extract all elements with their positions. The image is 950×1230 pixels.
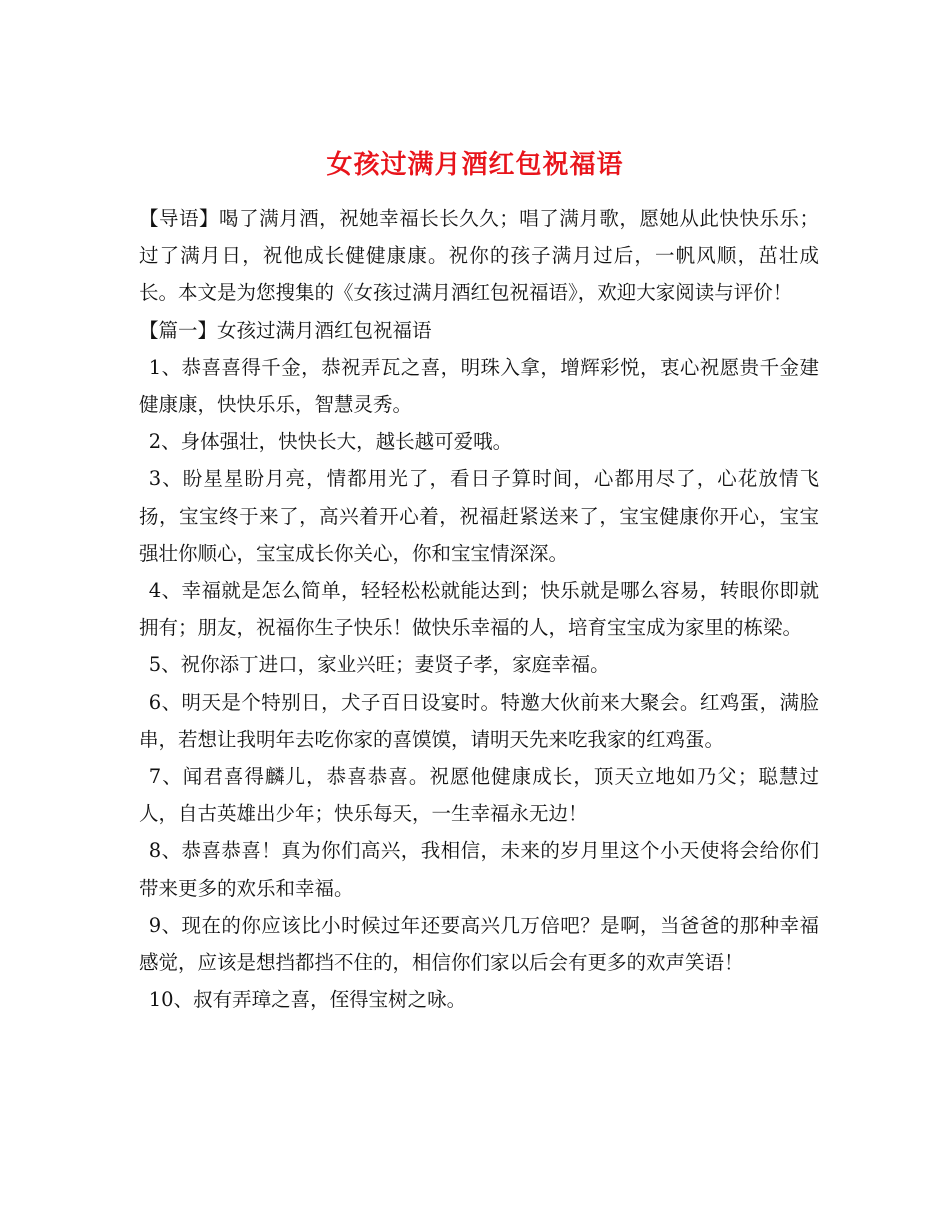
list-item: 6、明天是个特别日，犬子百日设宴时。特邀大伙前来大聚会。红鸡蛋，满脸串，若想让我明年去吃你家的喜馍馍，请明天先来吃我家的红鸡蛋。: [139, 690, 819, 751]
list-item: 9、现在的你应该比小时候过年还要高兴几万倍吧？是啊，当爸爸的那种幸福感觉，应该是想挡都挡不住的，相信你们家以后会有更多的欢声笑语！: [139, 913, 819, 975]
list-item: 3、盼星星盼月亮，情都用光了，看日子算时间，心都用尽了，心花放情飞扬，宝宝终于来了，高兴着开心着，祝福赶紧送来了，宝宝健康你开心，宝宝强壮你顺心，宝宝成长你关心，你和宝宝情深深。: [139, 467, 819, 565]
list-item: 10、叔有弄璋之喜，侄得宝树之咏。: [148, 988, 467, 1012]
list-item: 5、祝你添丁进口，家业兴旺；妻贤子孝，家庭幸福。: [148, 653, 610, 677]
document-body: [139, 200, 819, 1018]
document-title: 女孩过满月酒红包祝福语: [326, 150, 624, 181]
list-item: 2、身体强壮，快快长大，越长越可爱哦。: [148, 430, 513, 454]
list-item: 4、幸福就是怎么简单，轻轻松松就能达到；快乐就是哪么容易，转眼你即就拥有；朋友，祝福你生子快乐！做快乐幸福的人，培育宝宝成为家里的栋梁。: [139, 579, 819, 640]
list-item: 7、闻君喜得麟儿，恭喜恭喜。祝愿他健康成长，顶天立地如乃父；聪慧过人，自古英雄出少年；快乐每天，一生幸福永无边！: [139, 765, 819, 826]
list-item: 1、恭喜喜得千金，恭祝弄瓦之喜，明珠入拿，增辉彩悦，衷心祝愿贵千金建健康康，快快乐乐，智慧灵秀。: [139, 355, 819, 417]
intro-paragraph: 【导语】喝了满月酒，祝她幸福长长久久；唱了满月歌，愿她从此快快乐乐；过了满月日，祝他成长健健康康。祝你的孩子满月过后，一帆风顺，茁壮成长。本文是为您搜集的《女孩过满月酒红包祝福语》，欢迎大家阅读与评价！: [139, 207, 819, 305]
section-heading: 【篇一】女孩过满月酒红包祝福语: [139, 318, 432, 342]
list-item: 8、恭喜恭喜！真为你们高兴，我相信，未来的岁月里这个小天使将会给你们带来更多的欢乐和幸福。: [139, 839, 819, 900]
